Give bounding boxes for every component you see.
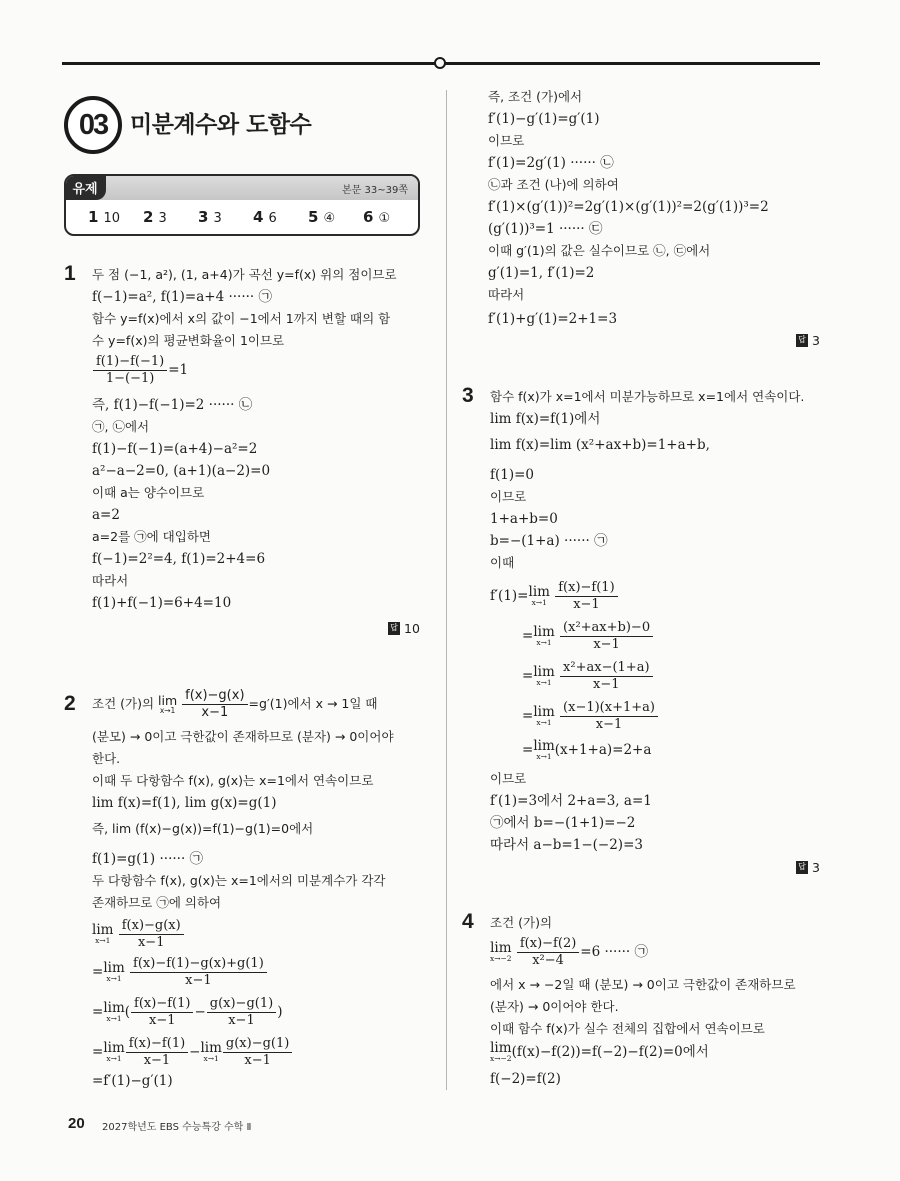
solution-line: f(−1)=2²=4, f(1)=2+4=6: [92, 551, 266, 567]
chapter-title: 미분계수와 도함수: [130, 112, 312, 138]
solution-line: =f′(1)−g′(1): [92, 1073, 173, 1089]
solution-line: 조건 (가)의: [490, 915, 553, 930]
solution-line: f′(1)×(g′(1))²=2g′(1)×(g′(1))²=2(g′(1))³=2: [488, 199, 769, 215]
solution-line: 이때 a는 양수이므로: [92, 485, 205, 500]
solution-line: 이므로: [490, 771, 527, 786]
footer-text: 2027학년도 EBS 수능특강 수학 Ⅱ: [102, 1122, 252, 1133]
summary-answer: 5 ④: [308, 208, 336, 226]
solution-line: 한다.: [92, 751, 121, 766]
summary-answer: 4 6: [253, 208, 277, 226]
solution-line: = lim x→1 (x+1+a)=2+a: [522, 738, 652, 761]
solution-line: 1+a+b=0: [490, 511, 558, 527]
summary-answers: [88, 208, 418, 226]
answer-mark: 답 10: [388, 621, 420, 636]
solution-line: f(1)=0: [490, 467, 535, 483]
solution-line: 이므로: [490, 489, 527, 504]
solution-line: 이때 함수 f(x)가 실수 전체의 집합에서 연속이므로: [490, 1021, 765, 1036]
solution-line: (g′(1))³=1 ······ ㉢: [488, 221, 603, 237]
limit-symbol: lim x→1: [533, 738, 555, 761]
fraction: $\frac{g(x)-g(1)}{x-1}$: [223, 1036, 292, 1069]
solution-line: f′(1)= lim x→1 $\frac{f(x)-f(1)}{x-1}$: [490, 580, 619, 613]
fraction: $\frac{f(x)-f(1)}{x-1}$: [555, 580, 617, 613]
solution-line: f′(1)+g′(1)=2+1=3: [488, 311, 618, 327]
limit-symbol: lim x→1: [103, 1000, 125, 1023]
solution-line: ㉠, ㉡에서: [92, 419, 150, 434]
solution-line: = lim x→1 $\frac{\text{(x²+ax+b)−0}}{x-1}$: [522, 620, 654, 653]
solution-line: 이때 두 다항함수 f(x), g(x)는 x=1에서 연속이므로: [92, 773, 374, 788]
solution-line: lim x→−2 (f(x)−f(2))=f(−2)−f(2)=0에서: [490, 1040, 709, 1063]
fraction: $\frac{(x-1)(x+1+a)}{x-1}$: [560, 700, 658, 733]
solution-line: f(−1)=a², f(1)=a+4 ······ ㉠: [92, 289, 272, 305]
solution-line: 함수 y=f(x)에서 x의 값이 −1에서 1까지 변할 때의 함: [92, 311, 391, 326]
fraction: $\frac{f(x)-g(x)}{x-1}$: [119, 918, 184, 951]
solution-line: lim f(x)=f(1), lim g(x)=g(1): [92, 795, 277, 811]
problem-number: 1: [64, 262, 76, 285]
limit-symbol: lim x→1: [158, 693, 178, 715]
solution-line: 두 점 (−1, a²), (1, a+4)가 곡선 y=f(x) 위의 점이므로: [92, 267, 397, 282]
solution-line: 따라서 a−b=1−(−2)=3: [490, 837, 643, 853]
limit-symbol: lim x→1: [528, 584, 550, 607]
solution-line: 즉, lim (f(x)−g(x))=f(1)−g(1)=0에서: [92, 821, 314, 836]
solution-line: g′(1)=1, f′(1)=2: [488, 265, 595, 281]
solution-line: (분모) → 0이고 극한값이 존재하므로 (분자) → 0이어야: [92, 729, 394, 744]
solution-line: = lim x→1 $\frac{\text{x²+ax−(1+a)}}{x-1}$: [522, 660, 654, 693]
solution-line: a²−a−2=0, (a+1)(a−2)=0: [92, 463, 271, 479]
solution-line: 따라서: [488, 287, 525, 302]
solution-line: f′(1)−g′(1)=g′(1): [488, 111, 600, 127]
answer-icon: 답: [388, 622, 400, 635]
solution-line: f′(1)=2g′(1) ······ ㉡: [488, 155, 614, 171]
problem-number: 4: [462, 910, 474, 933]
solution-line: [92, 918, 185, 951]
solution-line: 함수 f(x)가 x=1에서 미분가능하므로 x=1에서 연속이다.: [490, 389, 805, 404]
page-number: 20: [68, 1115, 85, 1132]
solution-line: (분자) → 0이어야 한다.: [490, 999, 619, 1014]
solution-line: ㉠에서 b=−(1+1)=−2: [490, 815, 636, 831]
summary-tag: 유제: [64, 174, 106, 200]
solution-line: 즉, f(1)−f(−1)=2 ······ ㉡: [92, 397, 253, 413]
solution-line: $\frac{f(1)-f(-1)}{1-(-1)}$ =1: [92, 354, 188, 387]
summary-header: [66, 176, 418, 200]
solution-line: 존재하므로 ㉠에 의하여: [92, 895, 222, 910]
limit-symbol: lim x→−2: [490, 1040, 512, 1063]
solution-line: = lim x→1 $\frac{(x-1)(x+1+a)}{x-1}$: [522, 700, 659, 733]
answer-summary-box: [64, 174, 420, 236]
summary-answer: 6 ①: [363, 208, 391, 226]
limit-symbol: lim x→1: [533, 624, 555, 647]
limit-symbol: lim x→1: [533, 704, 555, 727]
fraction: $\frac{g(x)-g(1)}{x-1}$: [207, 996, 276, 1029]
solution-line: ㉡과 조건 (나)에 의하여: [488, 177, 619, 192]
solution-line: lim x→−2 $\frac{f(x)-f(2)}{\text{x²−4}}$ =6 ······ ㉠: [490, 936, 649, 968]
fraction: $\frac{f(x)-f(1)-g(x)+g(1)}{x-1}$: [130, 956, 267, 989]
solution-line: b=−(1+a) ······ ㉠: [490, 533, 608, 549]
fraction: $\frac{f(x)-f(2)}{\text{x²−4}}$: [517, 936, 579, 969]
solution-line: = lim x→1 $\frac{f(x)-f(1)}{x-1}$ − lim x→1 $\frac{g(x)-g(1)}{x-1}$: [92, 1036, 293, 1069]
summary-answer: 3 3: [198, 208, 222, 226]
solution-line: f(1)−f(−1)=(a+4)−a²=2: [92, 441, 258, 457]
fraction: $\frac{f(x)-f(1)}{x-1}$: [126, 1036, 188, 1069]
answer-mark: 답 3: [796, 333, 820, 348]
limit-symbol: lim x→1: [103, 960, 125, 983]
answer-mark: 답 3: [796, 860, 820, 875]
limit-symbol: lim x→1: [92, 922, 114, 945]
limit-symbol: lim x→1: [200, 1040, 222, 1063]
solution-line: 수 y=f(x)의 평균변화율이 1이므로: [92, 333, 285, 348]
limit-symbol: lim x→1: [533, 664, 555, 687]
solution-line: 이때: [490, 555, 515, 570]
column-divider: [446, 90, 447, 1090]
solution-line: 따라서: [92, 573, 129, 588]
answer-icon: 답: [796, 861, 808, 874]
solution-line: 에서 x → −2일 때 (분모) → 0이고 극한값이 존재하므로: [490, 977, 796, 992]
solution-line: lim f(x)=f(1)에서: [490, 411, 601, 427]
fraction: $\frac{f(x)-g(x)}{x-1}$: [182, 688, 247, 721]
solution-line: f(−2)=f(2): [490, 1071, 561, 1087]
answer-icon: 답: [796, 334, 808, 347]
summary-reference: 본문 33~39쪽: [342, 185, 408, 196]
limit-symbol: lim x→−2: [490, 940, 512, 963]
fraction: $\frac{f(1)-f(-1)}{1-(-1)}$: [93, 354, 167, 387]
summary-answer: 1 10: [88, 208, 120, 226]
solution-line: 조건 (가)의 lim x→1 $\frac{f(x)-g(x)}{x-1}$ =g′(1)에서 x → 1일 때: [92, 688, 378, 720]
solution-line: f′(1)=3에서 2+a=3, a=1: [490, 793, 652, 809]
solution-line: lim f(x)=lim (x²+ax+b)=1+a+b,: [490, 437, 710, 453]
solution-line: = lim x→1 ( $\frac{f(x)-f(1)}{x-1}$ − $\frac{g(x)-g(1)}{x-1}$ ): [92, 996, 283, 1028]
problem-number: 3: [462, 384, 474, 407]
solution-line: 즉, 조건 (가)에서: [488, 89, 583, 104]
problem-number: 2: [64, 692, 76, 715]
solution-line: 이므로: [488, 133, 525, 148]
solution-line: a=2를 ㉠에 대입하면: [92, 529, 211, 544]
solution-line: a=2: [92, 507, 120, 523]
limit-symbol: lim x→1: [103, 1040, 125, 1063]
solution-line: f(1)+f(−1)=6+4=10: [92, 595, 232, 611]
fraction: $\frac{\text{x²+ax−(1+a)}}{x-1}$: [560, 660, 652, 693]
solution-line: 이때 g′(1)의 값은 실수이므로 ㉡, ㉢에서: [488, 243, 711, 258]
solution-line: f(1)=g(1) ······ ㉠: [92, 851, 204, 867]
solution-line: = lim x→1 $\frac{f(x)-f(1)-g(x)+g(1)}{x-1}$: [92, 956, 268, 989]
solution-line: 두 다항함수 f(x), g(x)는 x=1에서의 미분계수가 각각: [92, 873, 386, 888]
chapter-number: 03: [64, 96, 122, 154]
summary-answer: 2 3: [143, 208, 167, 226]
fraction: $\frac{\text{(x²+ax+b)−0}}{x-1}$: [560, 620, 653, 653]
rule-knob: [434, 57, 446, 69]
fraction: $\frac{f(x)-f(1)}{x-1}$: [131, 996, 193, 1029]
